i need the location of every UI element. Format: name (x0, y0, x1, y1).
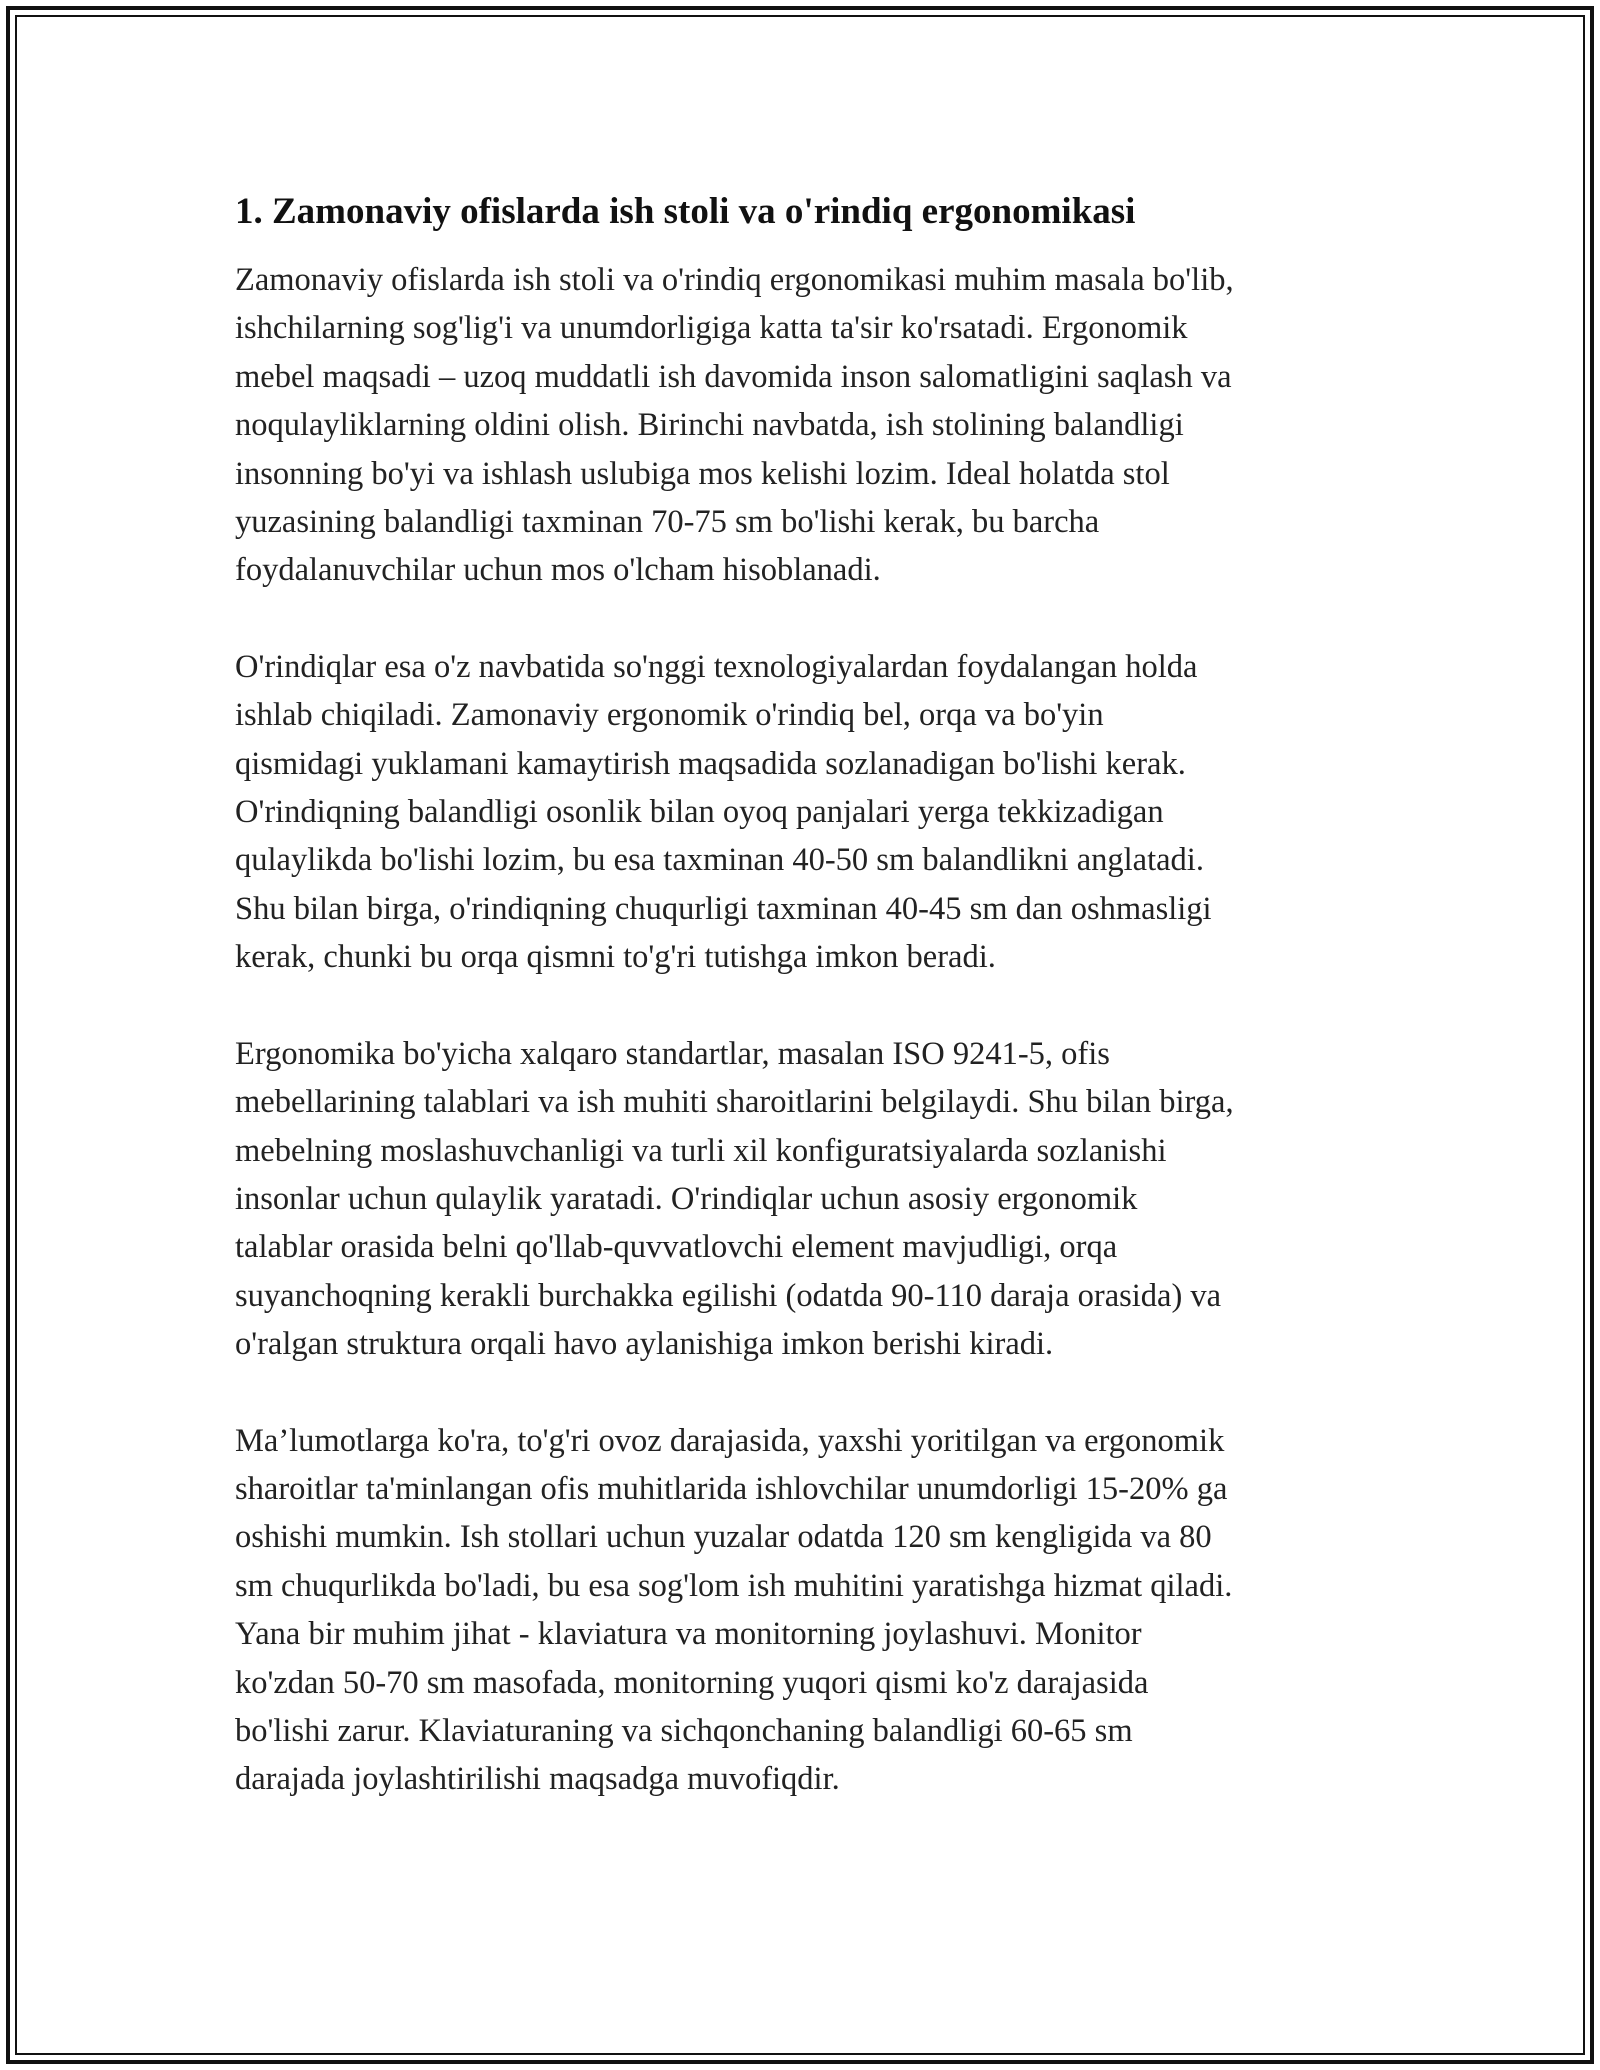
paragraph-line: ishchilarning sog'lig'i va unumdorligiga katta ta'sir ko'rsatadi. Ergonomik (235, 310, 1188, 347)
paragraph-1 (235, 256, 1375, 595)
paragraph-line: sharoitlar ta'minlangan ofis muhitlarida ishlovchilar unumdorligi 15-20% ga (235, 1470, 1228, 1507)
paragraph-line: O'rindiqning balandligi osonlik bilan oyoq panjalari yerga tekkizadigan (235, 794, 1164, 831)
paragraph-line: qismidagi yuklamani kamaytirish maqsadida sozlanadigan bo'lishi kerak. (235, 745, 1186, 782)
paragraph-line: noqulayliklarning oldini olish. Birinchi navbatda, ish stolining balandligi (235, 407, 1184, 444)
paragraph-line: sm chuqurlikda bo'ladi, bu esa sog'lom ish muhitini yaratishga hizmat qiladi. (235, 1567, 1233, 1604)
paragraph-line: Yana bir muhim jihat - klaviatura va monitorning joylashuvi. Monitor (235, 1616, 1142, 1653)
document-body (235, 186, 1375, 1804)
paragraph-line: Ma’lumotlarga ko'ra, to'g'ri ovoz darajasida, yaxshi yoritilgan va ergonomik (235, 1422, 1225, 1459)
paragraph-line: mebel maqsadi – uzoq muddatli ish davomida inson salomatligini saqlash va (235, 358, 1232, 395)
paragraph-line: suyanchoqning kerakli burchakka egilishi (odatda 90-110 daraja orasida) va (235, 1277, 1222, 1314)
paragraph-4 (235, 1417, 1375, 1804)
paragraph-line: darajada joylashtirilishi maqsadga muvofiqdir. (235, 1761, 840, 1798)
paragraph-line: foydalanuvchilar uchun mos o'lcham hisoblanadi. (235, 552, 881, 589)
paragraph-3 (235, 1030, 1375, 1369)
paragraph-line: Shu bilan birga, o'rindiqning chuqurligi taxminan 40-45 sm dan oshmasligi (235, 890, 1212, 927)
paragraph-line: mebellarining talablari va ish muhiti sharoitlarini belgilaydi. Shu bilan birga, (235, 1084, 1234, 1121)
paragraph-line: talablar orasida belni qo'llab-quvvatlovchi element mavjudligi, orqa (235, 1229, 1118, 1266)
paragraph-2 (235, 643, 1375, 982)
paragraph-line: insonning bo'yi va ishlash uslubiga mos kelishi lozim. Ideal holatda stol (235, 455, 1170, 492)
paragraph-line: mebelning moslashuvchanligi va turli xil konfiguratsiyalarda sozlanishi (235, 1132, 1167, 1169)
paragraph-line: bo'lishi zarur. Klaviaturaning va sichqonchaning balandligi 60-65 sm (235, 1712, 1133, 1749)
paragraph-line: oshishi mumkin. Ish stollari uchun yuzalar odatda 120 sm kengligida va 80 (235, 1519, 1212, 1556)
paragraph-line: ko'zdan 50-70 sm masofada, monitorning yuqori qismi ko'z darajasida (235, 1664, 1149, 1701)
paragraph-line: qulaylikda bo'lishi lozim, bu esa taxminan 40-50 sm balandlikni anglatadi. (235, 842, 1204, 879)
paragraph-line: o'ralgan struktura orqali havo aylanishiga imkon berishi kiradi. (235, 1326, 1054, 1363)
paragraph-line: O'rindiqlar esa o'z navbatida so'nggi texnologiyalardan foydalangan holda (235, 648, 1198, 685)
paragraph-line: insonlar uchun qulaylik yaratadi. O'rindiqlar uchun asosiy ergonomik (235, 1180, 1138, 1217)
paragraph-line: ishlab chiqiladi. Zamonaviy ergonomik o'rindiq bel, orqa va bo'yin (235, 697, 1104, 734)
document-title: 1. Zamonaviy ofislarda ish stoli va o'rindiq ergonomikasi (235, 191, 1136, 232)
paragraph-line: Ergonomika bo'yicha xalqaro standartlar, masalan ISO 9241-5, ofis (235, 1035, 1110, 1072)
paragraph-line: kerak, chunki bu orqa qismni to'g'ri tutishga imkon beradi. (235, 939, 996, 976)
paragraph-line: yuzasining balandligi taxminan 70-75 sm bo'lishi kerak, bu barcha (235, 504, 1100, 541)
paragraph-line: Zamonaviy ofislarda ish stoli va o'rindiq ergonomikasi muhim masala bo'lib, (235, 262, 1234, 298)
